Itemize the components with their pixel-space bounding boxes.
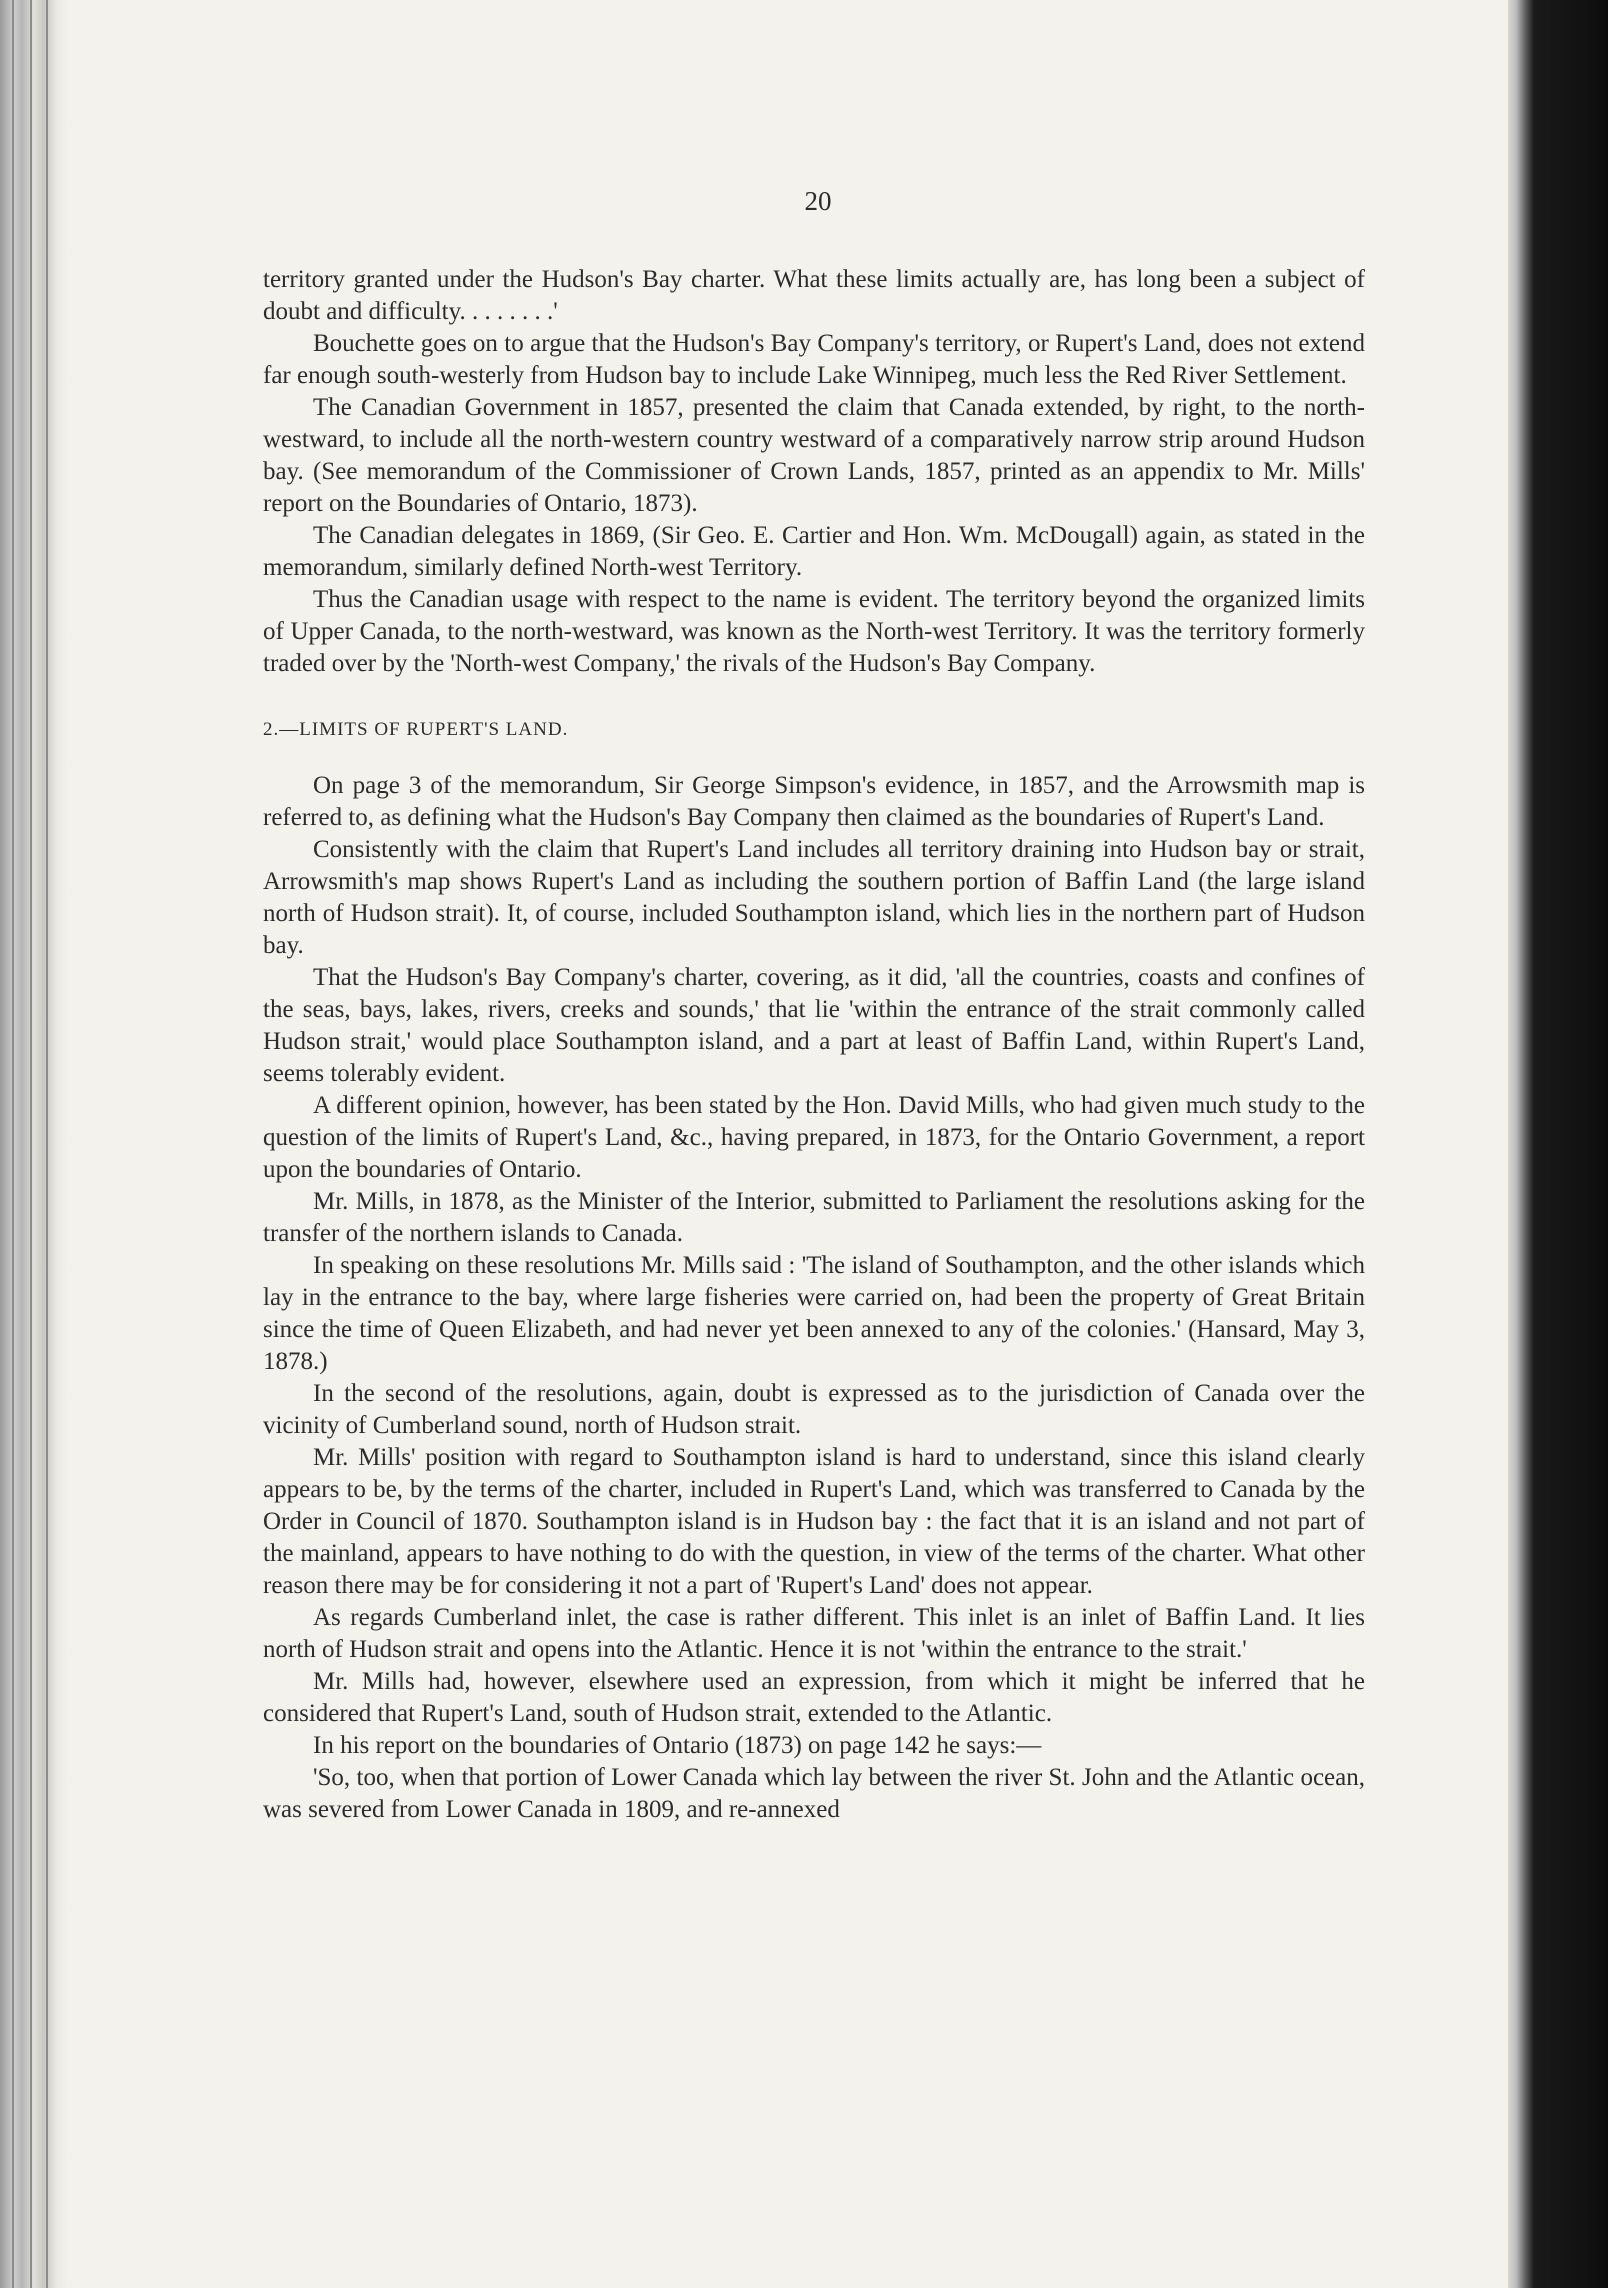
paragraph: In speaking on these resolutions Mr. Mills said : 'The island of Southampton, and the other islands which lay in the entrance to the bay, where large fisheries were carried on, had been the property of Great Britain since the time of Queen Elizabeth, and had never yet been annexed to any of the colonies.' (Hansard, May 3, 1878.) (263, 1252, 1365, 1375)
book-spine-left (0, 0, 70, 2288)
paragraph: On page 3 of the memorandum, Sir George Simpson's evidence, in 1857, and the Arrowsmith map is referred to, as defining what the Hudson's Bay Company then claimed as the boundaries of Rupert's Land. (263, 772, 1365, 831)
paragraph: A different opinion, however, has been stated by the Hon. David Mills, who had given much study to the question of the limits of Rupert's Land, &c., having prepared, in 1873, for the Ontario Government, a report upon the boundaries of Ontario. (263, 1092, 1365, 1183)
spine-edge-line (46, 0, 48, 2288)
paragraph: territory granted under the Hudson's Bay charter. What these limits actually are, has long been a subject of doubt and difficulty. . . . . . . .' (263, 266, 1365, 325)
paragraph: Mr. Mills had, however, elsewhere used an expression, from which it might be inferred that he considered that Rupert's Land, south of Hudson strait, extended to the Atlantic. (263, 1668, 1365, 1727)
paragraph: In his report on the boundaries of Ontario (1873) on page 142 he says:— (313, 1732, 1042, 1759)
paragraph: 'So, too, when that portion of Lower Canada which lay between the river St. John and the Atlantic ocean, was severed from Lower Canada in 1809, and re-annexed (263, 1764, 1365, 1823)
paragraph: Mr. Mills' position with regard to Southampton island is hard to understand, since this island clearly appears to be, by the terms of the charter, included in Rupert's Land, which was transferred to Canada by the Order in Council of 1870. Southampton island is in Hudson bay : the fact that it is an island and not part of the mainland, appears to have nothing to do with the question, in view of the terms of the charter. What other reason there may be for considering it not a part of 'Rupert's Land' does not appear. (263, 1444, 1365, 1599)
text-column (263, 264, 1365, 1826)
paragraph: Bouchette goes on to argue that the Hudson's Bay Company's territory, or Rupert's Land, does not extend far enough south-westerly from Hudson bay to include Lake Winnipeg, much less the Red River Settlement. (263, 330, 1365, 389)
book-page-edge-right (1508, 0, 1608, 2288)
paragraph: The Canadian Government in 1857, presented the claim that Canada extended, by right, to the north-westward, to include all the north-western country westward of a comparatively narrow strip around Hudson bay. (See memorandum of the Commissioner of Crown Lands, 1857, printed as an appendix to Mr. Mills' report on the Boundaries of Ontario, 1873). (263, 394, 1365, 517)
paragraph: That the Hudson's Bay Company's charter, covering, as it did, 'all the countries, coasts and confines of the seas, bays, lakes, rivers, creeks and sounds,' that lie 'within the entrance of the strait commonly called Hudson strait,' would place Southampton island, and a part at least of Baffin Land, within Rupert's Land, seems tolerably evident. (263, 964, 1365, 1087)
spine-edge-line (12, 0, 14, 2288)
paragraph: The Canadian delegates in 1869, (Sir Geo. E. Cartier and Hon. Wm. McDougall) again, as stated in the memorandum, similarly defined North-west Territory. (263, 522, 1365, 581)
paragraph: Mr. Mills, in 1878, as the Minister of the Interior, submitted to Parliament the resolutions asking for the transfer of the northern islands to Canada. (263, 1188, 1365, 1247)
paragraph: Consistently with the claim that Rupert's Land includes all territory draining into Hudson bay or strait, Arrowsmith's map shows Rupert's Land as including the southern portion of Baffin Land (the large island north of Hudson strait). It, of course, included Southampton island, which lies in the northern part of Hudson bay. (263, 836, 1365, 959)
section-heading: 2.—LIMITS OF RUPERT'S LAND. (263, 719, 569, 740)
paragraph: In the second of the resolutions, again, doubt is expressed as to the jurisdiction of Canada over the vicinity of Cumberland sound, north of Hudson strait. (263, 1380, 1365, 1439)
paragraph: As regards Cumberland inlet, the case is rather different. This inlet is an inlet of Baffin Land. It lies north of Hudson strait and opens into the Atlantic. Hence it is not 'within the entrance to the strait.' (263, 1604, 1365, 1663)
paragraph: Thus the Canadian usage with respect to the name is evident. The territory beyond the organized limits of Upper Canada, to the north-westward, was known as the North-west Territory. It was the territory formerly traded over by the 'North-west Company,' the rivals of the Hudson's Bay Company. (263, 586, 1365, 677)
spine-edge-line (30, 0, 32, 2288)
page-number: 20 (804, 186, 832, 216)
